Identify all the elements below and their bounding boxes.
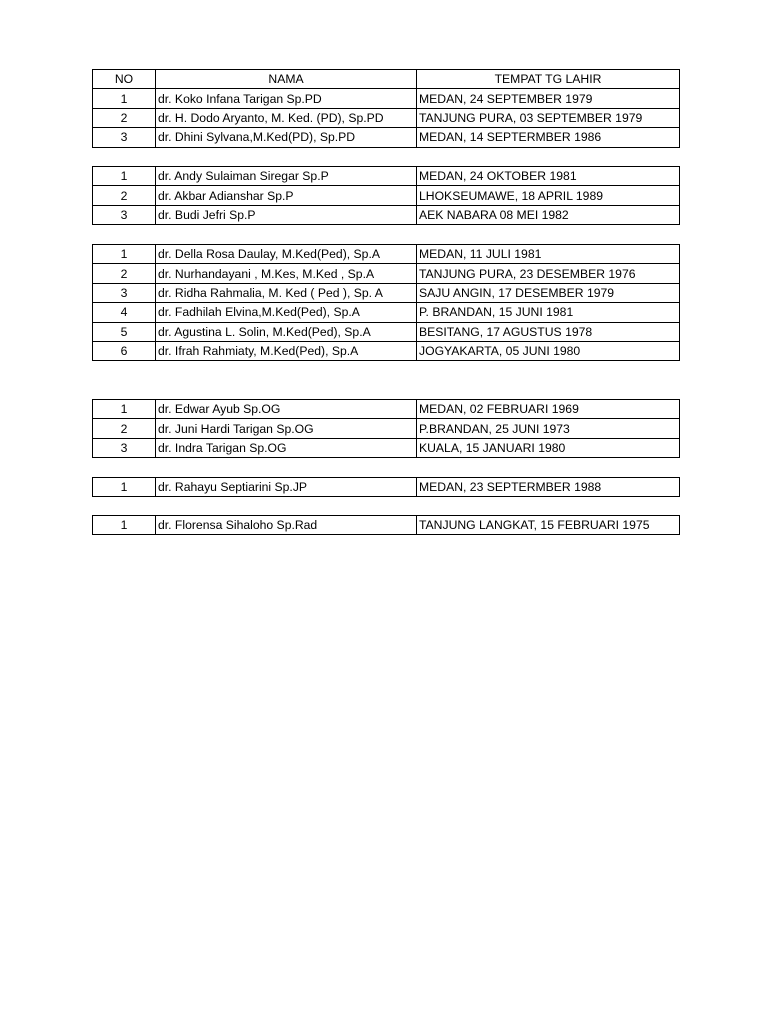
cell-no: 3 [93,438,156,457]
table-row [93,186,680,205]
cell-ttl: KUALA, 15 JANUARI 1980 [417,438,680,457]
cell-nama: dr. H. Dodo Aryanto, M. Ked. (PD), Sp.PD [156,108,417,127]
cell-nama: dr. Florensa Sihaloho Sp.Rad [156,516,417,535]
cell-no: 2 [93,264,156,283]
cell-nama: dr. Ridha Rahmalia, M. Ked ( Ped ), Sp. A [156,283,417,302]
table-row [93,322,680,341]
cell-no: 6 [93,341,156,360]
table-row [93,167,680,186]
cell-ttl: TANJUNG PURA, 23 DESEMBER 1976 [417,264,680,283]
cell-nama: dr. Budi Jefri Sp.P [156,205,417,224]
cell-no: 2 [93,108,156,127]
cell-nama: dr. Andy Sulaiman Siregar Sp.P [156,167,417,186]
table-row [93,128,680,147]
cell-no: 3 [93,128,156,147]
cell-nama: dr. Agustina L. Solin, M.Ked(Ped), Sp.A [156,322,417,341]
table-row [93,341,680,360]
cell-nama: dr. Juni Hardi Tarigan Sp.OG [156,419,417,438]
cell-nama: dr. Akbar Adianshar Sp.P [156,186,417,205]
cell-ttl: P. BRANDAN, 15 JUNI 1981 [417,303,680,322]
table-group-2 [92,166,680,225]
header-nama: NAMA [156,70,417,89]
table-row [93,245,680,264]
table-group-5 [92,477,680,497]
table-group-3 [92,244,680,361]
cell-no: 1 [93,400,156,419]
cell-ttl: LHOKSEUMAWE, 18 APRIL 1989 [417,186,680,205]
cell-ttl: TANJUNG PURA, 03 SEPTEMBER 1979 [417,108,680,127]
cell-no: 2 [93,419,156,438]
cell-ttl: P.BRANDAN, 25 JUNI 1973 [417,419,680,438]
cell-no: 1 [93,516,156,535]
cell-nama: dr. Indra Tarigan Sp.OG [156,438,417,457]
table-row [93,516,680,535]
header-tempat-tg-lahir: TEMPAT TG LAHIR [417,70,680,89]
cell-ttl: BESITANG, 17 AGUSTUS 1978 [417,322,680,341]
table-row [93,89,680,108]
cell-nama: dr. Rahayu Septiarini Sp.JP [156,478,417,497]
cell-ttl: MEDAN, 23 SEPTERMBER 1988 [417,478,680,497]
cell-ttl: MEDAN, 11 JULI 1981 [417,245,680,264]
table-row [93,205,680,224]
table-group-6 [92,515,680,535]
table-row [93,108,680,127]
cell-ttl: MEDAN, 24 SEPTEMBER 1979 [417,89,680,108]
table-row [93,438,680,457]
table-row [93,283,680,302]
cell-no: 2 [93,186,156,205]
table-row [93,400,680,419]
cell-ttl: TANJUNG LANGKAT, 15 FEBRUARI 1975 [417,516,680,535]
cell-nama: dr. Fadhilah Elvina,M.Ked(Ped), Sp.A [156,303,417,322]
table-group-1 [92,69,680,148]
cell-no: 1 [93,478,156,497]
cell-ttl: SAJU ANGIN, 17 DESEMBER 1979 [417,283,680,302]
cell-nama: dr. Edwar Ayub Sp.OG [156,400,417,419]
cell-no: 5 [93,322,156,341]
table-row [93,419,680,438]
cell-no: 3 [93,205,156,224]
cell-nama: dr. Koko Infana Tarigan Sp.PD [156,89,417,108]
cell-no: 3 [93,283,156,302]
cell-ttl: JOGYAKARTA, 05 JUNI 1980 [417,341,680,360]
cell-nama: dr. Nurhandayani , M.Kes, M.Ked , Sp.A [156,264,417,283]
table-row [93,478,680,497]
cell-ttl: AEK NABARA 08 MEI 1982 [417,205,680,224]
cell-no: 1 [93,167,156,186]
table-group-4 [92,399,680,458]
cell-ttl: MEDAN, 14 SEPTERMBER 1986 [417,128,680,147]
header-row [93,70,680,89]
cell-nama: dr. Ifrah Rahmiaty, M.Ked(Ped), Sp.A [156,341,417,360]
cell-ttl: MEDAN, 02 FEBRUARI 1969 [417,400,680,419]
header-no: NO [93,70,156,89]
cell-ttl: MEDAN, 24 OKTOBER 1981 [417,167,680,186]
cell-no: 4 [93,303,156,322]
cell-nama: dr. Dhini Sylvana,M.Ked(PD), Sp.PD [156,128,417,147]
table-row [93,303,680,322]
table-row [93,264,680,283]
cell-nama: dr. Della Rosa Daulay, M.Ked(Ped), Sp.A [156,245,417,264]
cell-no: 1 [93,89,156,108]
cell-no: 1 [93,245,156,264]
